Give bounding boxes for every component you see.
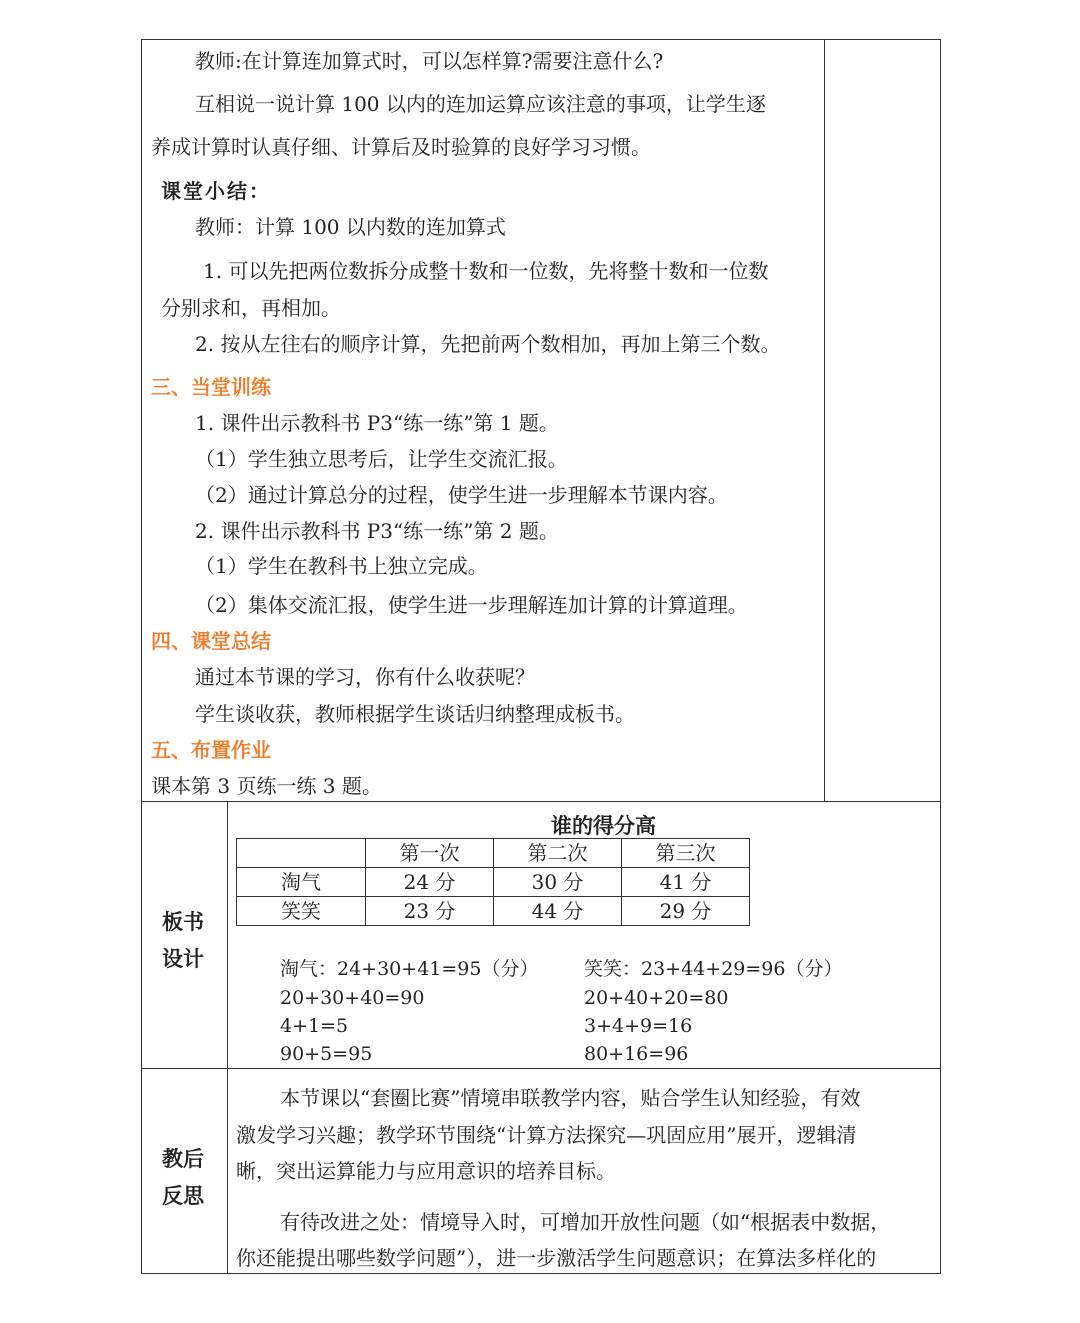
header-cell-second: 第二次	[494, 839, 622, 868]
score-table	[236, 838, 750, 926]
practice-item-1: 1. 课件出示教科书 P3“练一练”第 1 题。	[195, 411, 559, 435]
table-border-bottom	[141, 1273, 941, 1274]
summary-point-1-line-1: 1. 可以先把两位数拆分成整十数和一位数，先将整十数和一位数	[203, 259, 769, 283]
table-row	[237, 897, 750, 926]
score-cell: 44 分	[494, 897, 622, 926]
practice-item-2a: （1）学生在教科书上独立完成。	[195, 554, 488, 578]
taoqi-calc-line-2: 20+30+40=90	[280, 987, 425, 1009]
reflection-label-line-2: 反思	[162, 1184, 204, 1208]
summary-point-1-line-2: 分别求和，再相加。	[161, 296, 341, 320]
discussion-line-1: 互相说一说计算 100 以内的连加运算应该注意的事项，让学生逐	[195, 92, 766, 116]
score-cell: 24 分	[366, 868, 494, 897]
practice-item-1a: （1）学生独立思考后，让学生交流汇报。	[195, 447, 568, 471]
practice-item-1b: （2）通过计算总分的过程，使学生进一步理解本节课内容。	[195, 483, 728, 507]
score-cell: 29 分	[622, 897, 750, 926]
table-row	[237, 868, 750, 897]
header-cell-first: 第一次	[366, 839, 494, 868]
score-table-title: 谁的得分高	[551, 814, 656, 838]
reflection-p1-line-3: 晰，突出运算能力与应用意识的培养目标。	[236, 1159, 616, 1183]
score-cell: 30 分	[494, 868, 622, 897]
section-4-heading: 四、课堂总结	[151, 629, 271, 653]
table-border-top	[141, 39, 941, 40]
reflection-p1-line-1: 本节课以“套圈比赛”情境串联教学内容，贴合学生认知经验，有效	[280, 1086, 861, 1110]
xiaoxiao-calc-line-2: 20+40+20=80	[584, 987, 729, 1009]
practice-item-2b: （2）集体交流汇报，使学生进一步理解连加计算的计算道理。	[195, 593, 748, 617]
xiaoxiao-calc-line-3: 3+4+9=16	[584, 1015, 693, 1037]
xiaoxiao-calc-line-4: 80+16=96	[584, 1043, 689, 1065]
teacher-question: 教师:在计算连加算式时，可以怎样算?需要注意什么?	[195, 49, 664, 73]
table-border-right	[940, 39, 941, 1274]
header-cell-blank	[237, 839, 366, 868]
homework-text: 课本第 3 页练一练 3 题。	[151, 774, 382, 798]
taoqi-calc-line-1: 淘气：24+30+41=95（分）	[280, 958, 539, 980]
section-3-heading: 三、当堂训练	[151, 375, 271, 399]
summary-heading: 课堂小结：	[161, 179, 271, 203]
practice-item-2: 2. 课件出示教科书 P3“练一练”第 2 题。	[195, 519, 559, 543]
label-column-divider	[227, 801, 228, 1273]
reflection-label-line-1: 教后	[162, 1147, 204, 1171]
row-divider-reflection	[141, 1068, 941, 1069]
table-header-row	[237, 839, 750, 868]
reflection-p2-line-2: 你还能提出哪些数学问题”），进一步激活学生问题意识；在算法多样化的	[236, 1246, 877, 1270]
discussion-line-2: 养成计算时认真仔细、计算后及时验算的良好学习习惯。	[151, 135, 651, 159]
notes-column-divider	[824, 39, 825, 801]
xiaoxiao-calc-line-1: 笑笑：23+44+29=96（分）	[584, 958, 843, 980]
taoqi-calc-line-4: 90+5=95	[280, 1043, 373, 1065]
row-name-cell: 淘气	[237, 868, 366, 897]
score-cell: 41 分	[622, 868, 750, 897]
score-cell: 23 分	[366, 897, 494, 926]
table-border-left	[141, 39, 142, 1274]
reflection-p2-line-1: 有待改进之处：情境导入时，可增加开放性问题（如“根据表中数据，	[280, 1210, 891, 1234]
board-label-line-2: 设计	[162, 947, 204, 971]
row-name-cell: 笑笑	[237, 897, 366, 926]
header-cell-third: 第三次	[622, 839, 750, 868]
summary-point-2: 2. 按从左往右的顺序计算，先把前两个数相加，再加上第三个数。	[195, 332, 781, 356]
section-5-heading: 五、布置作业	[151, 738, 271, 762]
row-divider-board	[141, 801, 941, 802]
board-label-line-1: 板书	[162, 910, 204, 934]
summary-intro: 教师：计算 100 以内数的连加算式	[195, 215, 506, 239]
taoqi-calc-line-3: 4+1=5	[280, 1015, 349, 1037]
class-summary-answer: 学生谈收获，教师根据学生谈话归纳整理成板书。	[195, 702, 635, 726]
reflection-p1-line-2: 激发学习兴趣；教学环节围绕“计算方法探究—巩固应用”展开，逻辑清	[236, 1123, 857, 1147]
class-summary-question: 通过本节课的学习，你有什么收获呢？	[195, 665, 535, 689]
